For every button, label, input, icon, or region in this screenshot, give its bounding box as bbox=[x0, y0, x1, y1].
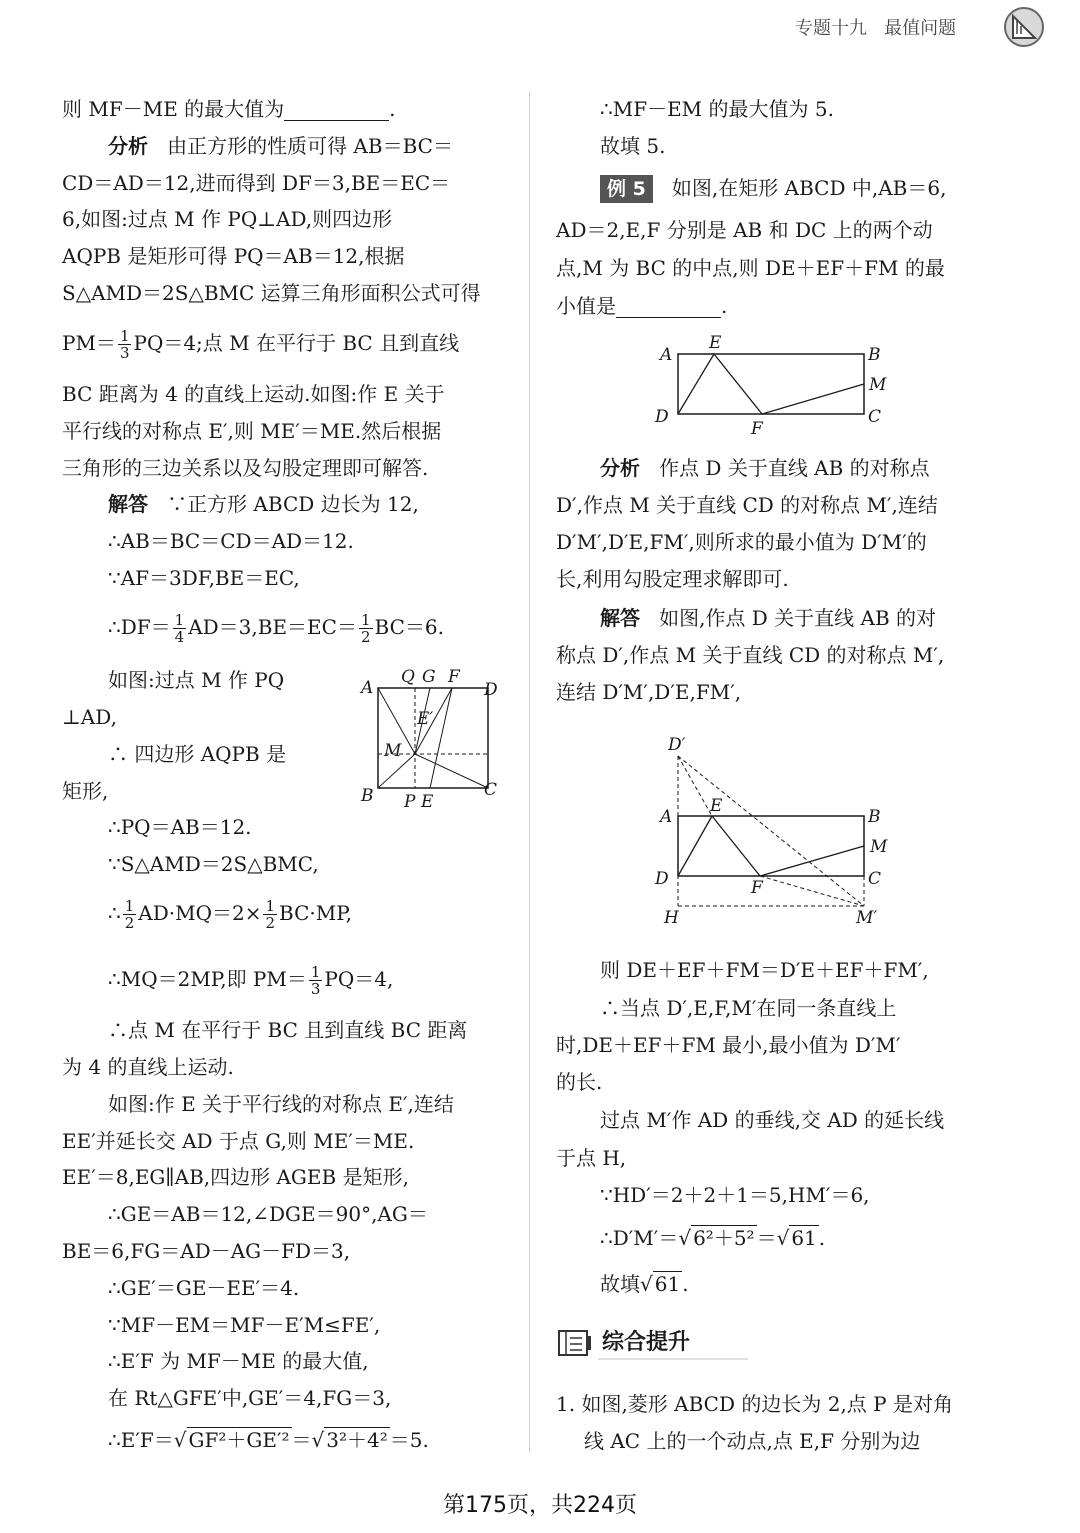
solution-line-1: 解答 ∵正方形 ABCD 边长为 12, bbox=[108, 492, 419, 516]
svg-text:E: E bbox=[421, 792, 434, 812]
analysis-label-2: 分析 bbox=[600, 456, 640, 480]
left-line-1: 则 MF－ME 的最大值为 . bbox=[62, 97, 396, 121]
svg-text:D′: D′ bbox=[668, 735, 686, 755]
example-5-line-2: AD＝2,E,F 分别是 AB 和 DC 上的两个动 bbox=[556, 218, 933, 242]
solution-line-12: ∴MQ＝2MP,即 PM＝ $\frac{1}{3}$ PQ＝4, bbox=[108, 963, 394, 998]
svg-text:C: C bbox=[868, 407, 882, 427]
solution2-line-8: 过点 M′作 AD 的垂线,交 AD 的延长线 bbox=[600, 1108, 945, 1132]
analysis-line-3: 6,如图:过点 M 作 PQ⊥AD,则四边形 bbox=[62, 207, 393, 231]
svg-text:A: A bbox=[361, 678, 374, 698]
solution2-line-7: 的长. bbox=[556, 1070, 603, 1094]
svg-text:E: E bbox=[709, 333, 722, 353]
header-title: 最值问题 bbox=[884, 18, 957, 39]
solution2-line-2: 称点 D′,作点 M 关于直线 CD 的对称点 M′, bbox=[556, 643, 945, 667]
solution-line-4: ∴DF＝ $\frac{1}{4}$ AD＝3,BE＝EC＝ $\frac{1}{2}$ BC＝6. bbox=[108, 611, 444, 646]
analysis-line-1: 分析 由正方形的性质可得 AB＝BC＝ bbox=[108, 134, 453, 158]
svg-text:P: P bbox=[404, 792, 416, 812]
svg-text:B: B bbox=[868, 345, 881, 365]
solution-line-21: ∵MF－EM＝MF－E′M≤FE′, bbox=[108, 1313, 381, 1337]
svg-text:B: B bbox=[361, 786, 374, 806]
example-5-line-3: 点,M 为 BC 的中点,则 DE＋EF＋FM 的最 bbox=[556, 256, 945, 280]
solution-line-16: EE′并延长交 AD 于点 G,则 ME′＝ME. bbox=[62, 1129, 415, 1153]
svg-text:D: D bbox=[655, 869, 669, 889]
svg-text:M′: M′ bbox=[856, 908, 878, 928]
solution-line-7: ∴ 四边形 AQPB 是 bbox=[108, 742, 287, 766]
solution-line-6: ⊥AD, bbox=[62, 705, 117, 729]
svg-text:G: G bbox=[422, 667, 436, 687]
question-1-line-2: 线 AC 上的一个动点,点 E,F 分别为边 bbox=[584, 1429, 921, 1453]
analysis-line-4: AQPB 是矩形可得 PQ＝AB＝12,根据 bbox=[62, 244, 405, 268]
svg-text:D: D bbox=[484, 680, 498, 700]
svg-text:M: M bbox=[869, 375, 887, 395]
analysis-label: 分析 bbox=[108, 134, 148, 158]
solution-line-15: 如图:作 E 关于平行线的对称点 E′,连结 bbox=[108, 1092, 454, 1116]
analysis2-line-2: D′,作点 M 关于直线 CD 的对称点 M′,连结 bbox=[556, 493, 938, 517]
solution-line-8: 矩形, bbox=[62, 779, 109, 803]
analysis2-line-1: 分析 作点 D 关于直线 AB 的对称点 bbox=[600, 456, 930, 480]
analysis-line-2: CD＝AD＝12,进而得到 DF＝3,BE＝EC＝ bbox=[62, 171, 451, 195]
solution2-line-12: 故填√ 61 . bbox=[600, 1272, 689, 1296]
solution2-line-4: 则 DE＋EF＋FM＝D′E＋EF＋FM′, bbox=[600, 958, 929, 982]
square-figure bbox=[356, 664, 506, 814]
rectangle-figure bbox=[650, 330, 900, 440]
solution-line-5: 如图:过点 M 作 PQ bbox=[108, 668, 285, 692]
svg-text:F: F bbox=[448, 667, 460, 687]
solution-line-14: 为 4 的直线上运动. bbox=[62, 1055, 234, 1079]
notebook-icon bbox=[556, 1328, 594, 1358]
solution-line-23: 在 Rt△GFE′中,GE′＝4,FG＝3, bbox=[108, 1386, 392, 1410]
ruler-triangle-icon bbox=[1003, 6, 1045, 48]
header-section: 专题十九 bbox=[795, 18, 867, 39]
solution2-line-1: 解答 如图,作点 D 关于直线 AB 的对 bbox=[600, 606, 937, 630]
answer-blank-2 bbox=[616, 297, 721, 318]
reflection-figure bbox=[650, 730, 900, 935]
svg-text:C: C bbox=[484, 780, 498, 800]
analysis2-line-3: D′M′,D′E,FM′,则所求的最小值为 D′M′的 bbox=[556, 530, 927, 554]
example-5-line-1: 例 5 如图,在矩形 ABCD 中,AB＝6, bbox=[600, 175, 946, 203]
solution-line-17: EE′＝8,EG∥AB,四边形 AGEB 是矩形, bbox=[62, 1165, 409, 1189]
solution-line-11: ∴ $\frac{1}{2}$ AD·MQ＝2× $\frac{1}{2}$ BC·MP, bbox=[108, 897, 352, 932]
analysis-line-6: PM＝ $\frac{1}{3}$ PQ＝4;点 M 在平行于 BC 且到直线 bbox=[62, 327, 460, 362]
svg-text:D: D bbox=[655, 407, 669, 427]
answer-blank bbox=[284, 100, 389, 121]
svg-text:B: B bbox=[868, 807, 881, 827]
solution2-line-6: 时,DE＋EF＋FM 最小,最小值为 D′M′ bbox=[556, 1033, 901, 1057]
solution2-line-5: ∴当点 D′,E,F,M′在同一条直线上 bbox=[600, 996, 897, 1020]
solution-line-10: ∵S△AMD＝2S△BMC, bbox=[108, 852, 319, 876]
svg-text:A: A bbox=[660, 807, 673, 827]
solution-line-20: ∴GE′＝GE－EE′＝4. bbox=[108, 1276, 300, 1300]
svg-text:H: H bbox=[664, 908, 679, 928]
example-tag: 例 5 bbox=[600, 175, 653, 203]
solution-line-24: ∴E′F＝√ GF²＋GE′² ＝√ 3²＋4² ＝5. bbox=[108, 1428, 429, 1452]
solution-line-9: ∴PQ＝AB＝12. bbox=[108, 815, 252, 839]
right-line-1: ∴MF－EM 的最大值为 5. bbox=[600, 97, 834, 121]
analysis-line-8: 平行线的对称点 E′,则 ME′＝ME.然后根据 bbox=[62, 419, 442, 443]
solution-label-2: 解答 bbox=[600, 606, 640, 630]
solution-line-18: ∴GE＝AB＝12,∠DGE＝90°,AG＝ bbox=[108, 1202, 428, 1226]
solution-line-2: ∴AB＝BC＝CD＝AD＝12. bbox=[108, 529, 354, 553]
svg-text:A: A bbox=[660, 345, 673, 365]
svg-text:Q: Q bbox=[401, 667, 415, 687]
right-line-2: 故填 5. bbox=[600, 134, 666, 158]
analysis-line-9: 三角形的三边关系以及勾股定理即可解答. bbox=[62, 456, 429, 480]
column-divider bbox=[529, 92, 530, 1452]
example-5-line-4: 小值是 . bbox=[556, 294, 728, 318]
section-header bbox=[556, 1324, 756, 1364]
solution-label: 解答 bbox=[108, 492, 148, 516]
svg-text:E: E bbox=[710, 796, 723, 816]
solution-line-13: ∴点 M 在平行于 BC 且到直线 BC 距离 bbox=[108, 1018, 468, 1042]
question-1-line-1: 1. 如图,菱形 ABCD 的边长为 2,点 P 是对角 bbox=[556, 1392, 953, 1416]
solution2-line-3: 连结 D′M′,D′E,FM′, bbox=[556, 680, 742, 704]
solution2-line-9: 于点 H, bbox=[556, 1146, 627, 1170]
svg-text:C: C bbox=[868, 869, 882, 889]
page-footer: 第175页，共224页 bbox=[443, 1493, 637, 1518]
svg-text:F: F bbox=[751, 878, 763, 898]
solution2-line-11: ∴D′M′＝√ 6²＋5² ＝√ 61 . bbox=[600, 1226, 826, 1250]
svg-text:M: M bbox=[870, 837, 888, 857]
analysis-line-5: S△AMD＝2S△BMC 运算三角形面积公式可得 bbox=[62, 281, 481, 305]
svg-text:F: F bbox=[751, 419, 763, 439]
solution-line-22: ∴E′F 为 MF－ME 的最大值, bbox=[108, 1349, 369, 1373]
analysis2-line-4: 长,利用勾股定理求解即可. bbox=[556, 567, 789, 591]
svg-text:M: M bbox=[384, 741, 402, 761]
solution-line-19: BE＝6,FG＝AD－AG－FD＝3, bbox=[62, 1239, 351, 1263]
solution2-line-10: ∵HD′＝2＋2＋1＝5,HM′＝6, bbox=[600, 1183, 870, 1207]
solution-line-3: ∵AF＝3DF,BE＝EC, bbox=[108, 566, 300, 590]
section-title: 综合提升 bbox=[602, 1330, 691, 1355]
running-header bbox=[795, 14, 956, 40]
analysis-line-7: BC 距离为 4 的直线上运动.如图:作 E 关于 bbox=[62, 382, 445, 406]
svg-text:E′: E′ bbox=[417, 709, 434, 729]
